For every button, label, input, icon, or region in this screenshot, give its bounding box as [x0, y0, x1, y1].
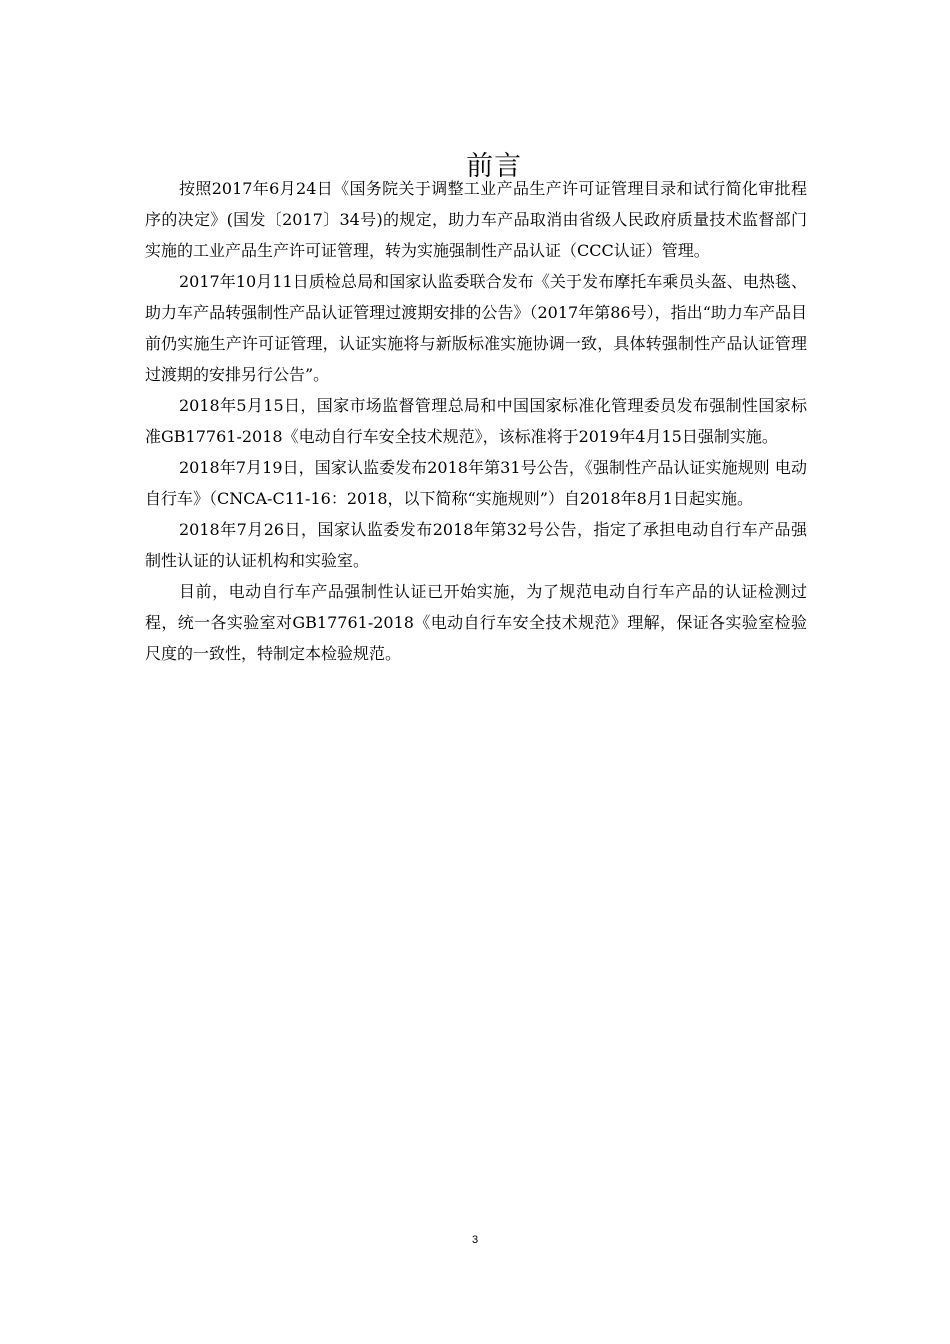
paragraph-6: 目前，电动自行车产品强制性认证已开始实施，为了规范电动自行车产品的认证检测过程，统一各实验室对GB17761-2018《电动自行车安全技术规范》理解，保证各实验室检验尺度的一致性，特制定本检验规范。 — [145, 582, 807, 663]
title-text: 前言 — [466, 151, 523, 182]
paragraph-1: 按照2017年6月24日《国务院关于调整工业产品生产许可证管理目录和试行简化审批程序的决定》(国发〔2017〕34号)的规定，助力车产品取消由省级人民政府质量技术监督部门实施的工业产品生产许可证管理，转为实施强制性产品认证（CCC认证）管理。 — [145, 179, 807, 260]
page-number: 3 — [471, 1234, 479, 1246]
foreword-body — [145, 173, 807, 669]
paragraph-3: 2018年5月15日，国家市场监督管理总局和中国国家标准化管理委员发布强制性国家标准GB17761-2018《电动自行车安全技术规范》，该标准将于2019年4月15日强制实施。 — [145, 396, 807, 446]
paragraph-5: 2018年7月26日，国家认监委发布2018年第32号公告，指定了承担电动自行车产品强制性认证的认证机构和实验室。 — [145, 520, 807, 570]
paragraph-4: 2018年7月19日，国家认监委发布2018年第31号公告，《强制性产品认证实施规则 电动自行车》（CNCA-C11-16：2018，以下简称“实施规则”）自2018年8月1日起实施。 — [145, 458, 807, 508]
paragraph-2: 2017年10月11日质检总局和国家认监委联合发布《关于发布摩托车乘员头盔、电热毯、助力车产品转强制性产品认证管理过渡期安排的公告》（2017年第86号），指出“助力车产品目前仍实施生产许可证管理，认证实施将与新版标准实施协调一致，具体转强制性产品认证管理过渡期的安排另行公告”。 — [145, 272, 807, 384]
